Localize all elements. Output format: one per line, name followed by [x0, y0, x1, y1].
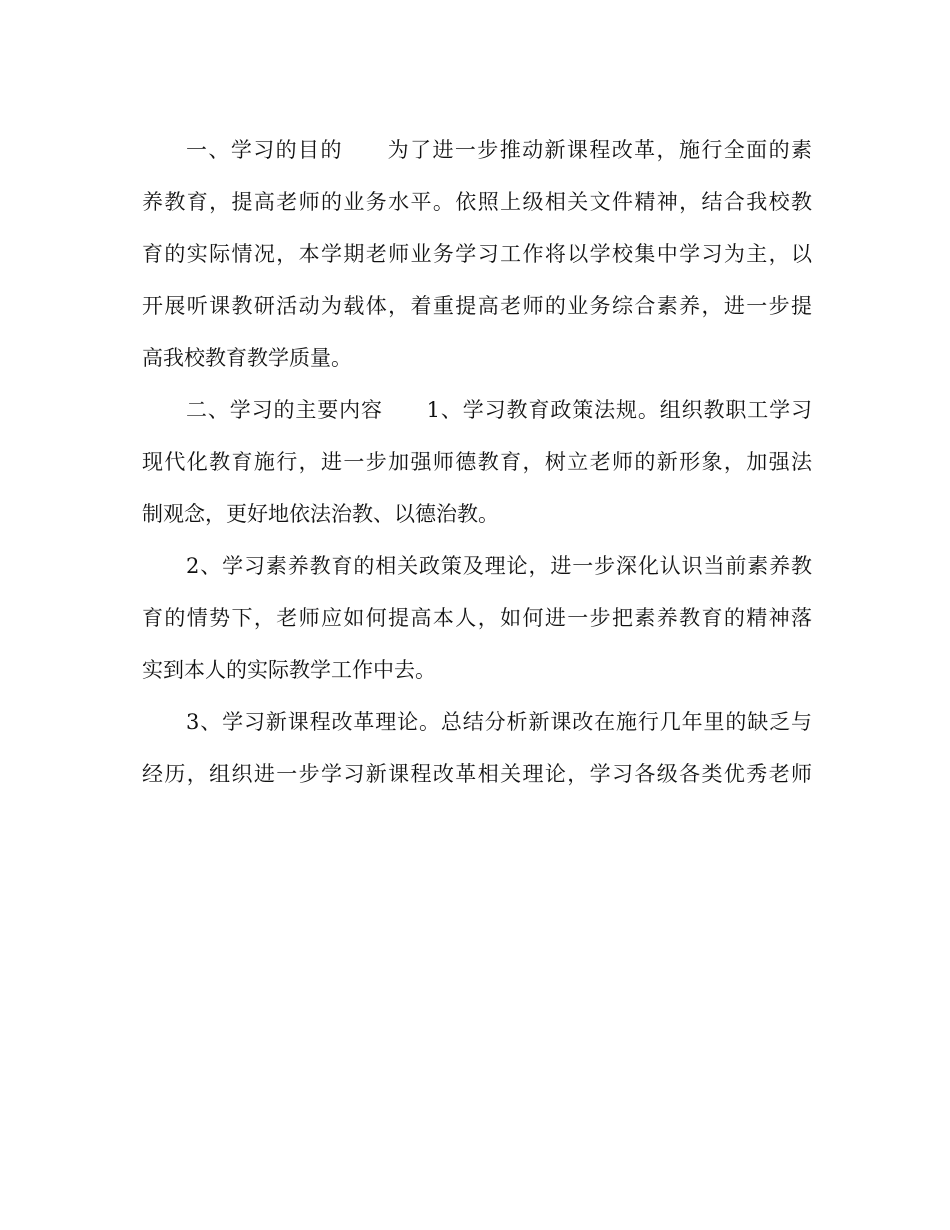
text-line: 3、学习新课程改革理论。总结分析新课改在施行几年里的缺乏与	[186, 710, 812, 734]
text-line: 一、学习的目的 为了进一步推动新课程改革，施行全面的素	[186, 138, 812, 162]
text-line: 制观念，更好地依法治教、以德治教。	[142, 502, 499, 526]
paragraph-curriculum-reform	[142, 696, 812, 800]
text-line: 开展听课教研活动为载体，着重提高老师的业务综合素养，进一步提	[142, 294, 812, 318]
document-body	[142, 124, 812, 800]
text-line: 育的情势下，老师应如何提高本人，如何进一步把素养教育的精神落	[142, 606, 812, 630]
text-line: 2、学习素养教育的相关政策及理论，进一步深化认识当前素养教	[186, 554, 812, 578]
text-line: 养教育，提高老师的业务水平。依照上级相关文件精神，结合我校教	[142, 190, 812, 214]
text-line: 现代化教育施行，进一步加强师德教育，树立老师的新形象，加强法	[142, 450, 812, 474]
text-line: 二、学习的主要内容 1、学习教育政策法规。组织教职工学习	[186, 398, 812, 422]
text-line: 经历，组织进一步学习新课程改革相关理论，学习各级各类优秀老师	[142, 762, 812, 786]
paragraph-quality-education	[142, 540, 812, 696]
text-line: 实到本人的实际教学工作中去。	[142, 658, 436, 682]
text-line: 育的实际情况，本学期老师业务学习工作将以学校集中学习为主，以	[142, 242, 812, 266]
paragraph-learning-purpose	[142, 124, 812, 384]
paragraph-main-content	[142, 384, 812, 540]
text-line: 高我校教育教学质量。	[142, 346, 352, 370]
